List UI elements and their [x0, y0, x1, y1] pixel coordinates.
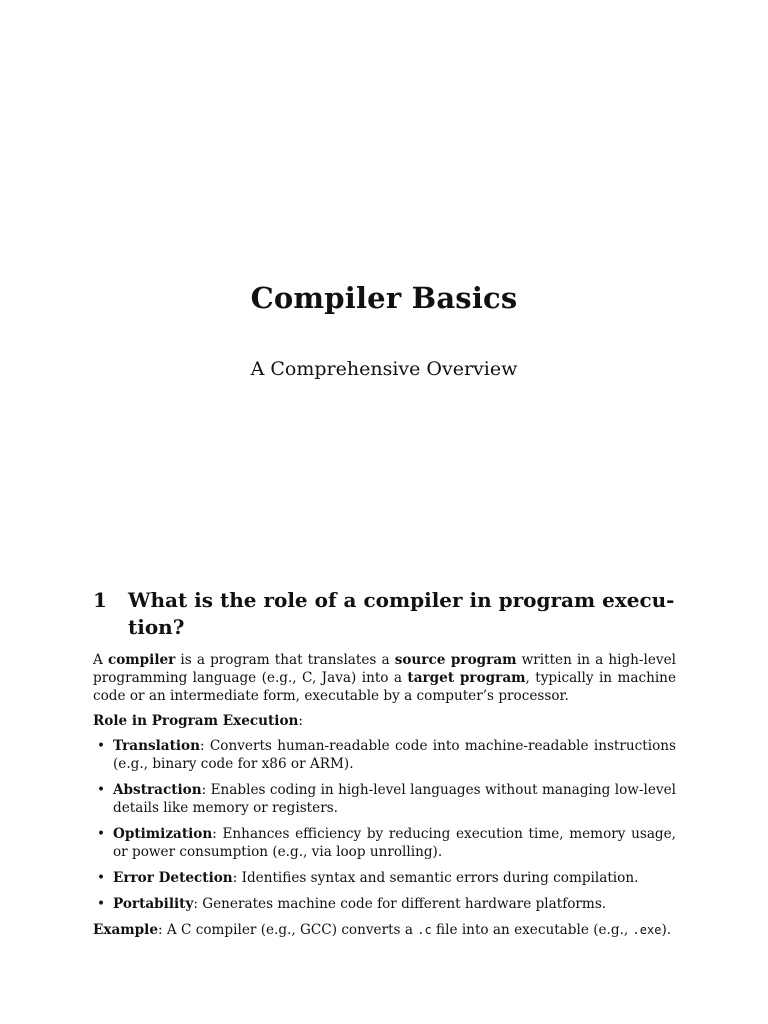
intro-paragraph: [93, 651, 676, 705]
list-item-term: Optimization: [113, 826, 213, 842]
code-c-extension: .c: [417, 923, 432, 937]
list-item: [93, 895, 676, 913]
term-target-program: target program: [407, 670, 526, 686]
bullet-icon: •: [97, 896, 106, 912]
intro-text-4: , typically in machine code or an intermediate form, executable by a computer’s processor.: [93, 670, 676, 704]
document-subtitle: A Comprehensive Overview: [250, 358, 518, 380]
list-item-text: : Converts human-readable code into machine-readable instructions (e.g., binary code for x86 or ARM).: [113, 738, 676, 772]
code-exe-extension: .exe: [632, 923, 662, 937]
list-item-term: Portability: [113, 896, 194, 912]
list-item-term: Error Detection: [113, 870, 233, 886]
role-heading-label: Role in Program Execution: [93, 713, 299, 729]
list-item: [93, 781, 676, 817]
intro-text-2: is a program that translates a: [175, 652, 395, 668]
term-compiler: compiler: [107, 652, 176, 668]
list-item-text: : Enhances efficiency by reducing execution time, memory usage, or power consumption (e.g., via loop unrolling).: [113, 826, 676, 860]
list-item: [93, 737, 676, 773]
document-title: Compiler Basics: [250, 281, 518, 315]
list-item: [93, 825, 676, 861]
intro-text-3: written in a high-level programming language (e.g., C, Java) into a: [93, 652, 676, 686]
term-source-program: source program: [394, 652, 517, 668]
list-item-text: : Identifies syntax and semantic errors during compilation.: [232, 870, 639, 886]
section-heading: [93, 587, 676, 641]
example-paragraph: [93, 921, 676, 939]
list-item-term: Abstraction: [113, 782, 202, 798]
role-heading-suffix: :: [298, 713, 303, 729]
example-text-3: ).: [661, 922, 672, 938]
list-item-text: : Enables coding in high-level languages without managing low-level details like memory or registers.: [113, 782, 676, 816]
example-text-2: file into an executable (e.g.,: [431, 922, 633, 938]
bullet-icon: •: [97, 870, 106, 886]
list-item-text: : Generates machine code for different hardware platforms.: [193, 896, 607, 912]
section-1: [93, 587, 676, 939]
role-list: [93, 737, 676, 913]
role-heading: [93, 712, 676, 730]
list-item: [93, 869, 676, 887]
section-number: 1: [93, 588, 107, 612]
example-label: Example: [93, 922, 158, 938]
example-text-1: : A C compiler (e.g., GCC) converts a: [157, 922, 418, 938]
bullet-icon: •: [97, 738, 106, 754]
intro-text-1: A: [93, 652, 108, 668]
list-item-term: Translation: [113, 738, 200, 754]
section-title: What is the role of a compiler in program execu- tion?: [128, 588, 675, 639]
bullet-icon: •: [97, 782, 106, 798]
bullet-icon: •: [97, 826, 106, 842]
